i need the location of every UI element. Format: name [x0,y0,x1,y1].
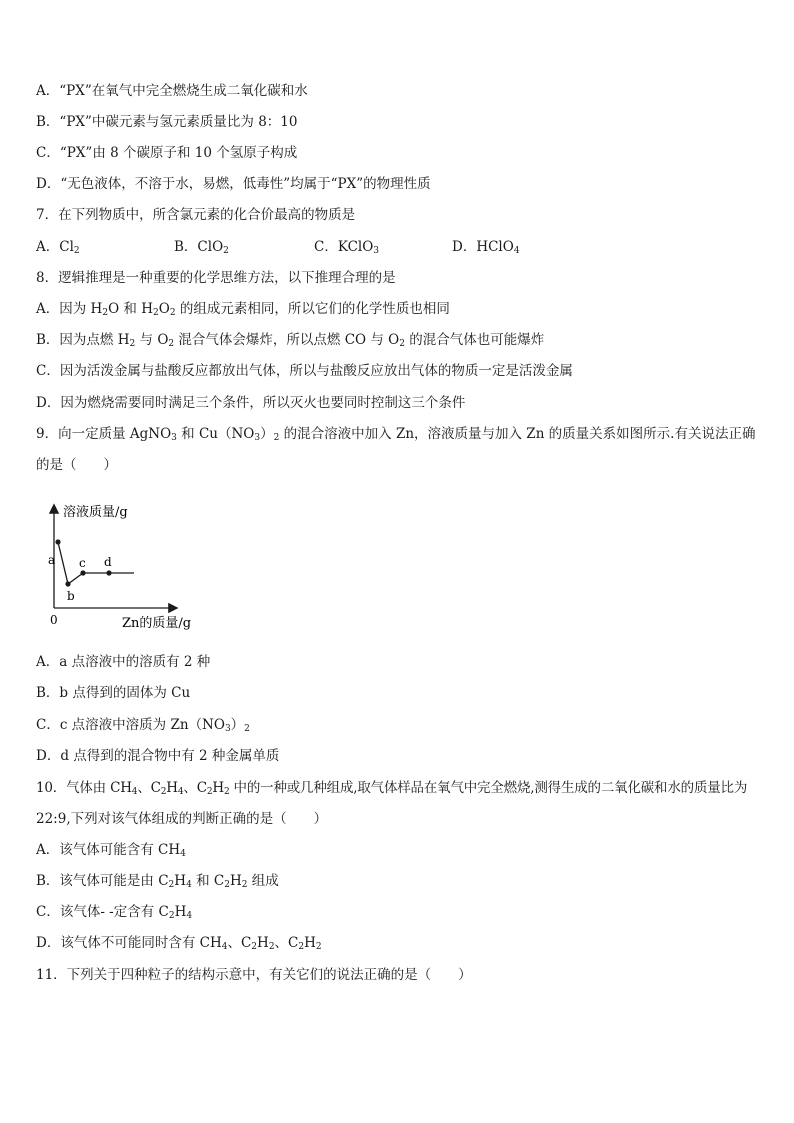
y-axis-label: 溶液质量/g [63,505,128,520]
label-c: c [79,556,86,570]
point-b [65,581,70,586]
q9-stem-line2: 的是（ ） [36,457,117,473]
origin-label: 0 [50,613,58,627]
q11-stem: 11．下列关于四种粒子的结构示意中，有关它们的说法正确的是（ ） [36,967,472,983]
q6-option-d: D．“无色液体，不溶于水，易燃，低毒性”均属于“PX”的物理性质 [36,176,431,192]
q9-option-c: C．c 点溶液中溶质为 $Zn(NO_3)_2$ [36,717,250,734]
q6-option-c: C．“PX”由 8 个碳原子和 10 个氢原子构成 [36,145,298,161]
q9-stem-line1: 9．向一定质量 AgNO$_3$ 和 $Cu(NO_3)_2$ 的混合溶液中加入 Zn，溶液质量与加入 Zn 的质量关系如图所示.有关说法正确 [36,426,756,443]
q9-graph [36,500,206,640]
q7-option-b: B．ClO$_2$ [174,239,229,256]
q9-option-b: B．b 点得到的固体为 Cu [36,685,191,701]
label-d: d [104,555,112,569]
q10-option-b: B．该气体可能是由 $C_2H_4$ 和 $C_2H_2$ 组成 [36,873,279,890]
point-c [80,570,85,575]
q8-stem: 8．逻辑推理是一种重要的化学思维方法，以下推理合理的是 [36,270,396,286]
x-axis-label: Zn的质量/g [122,616,192,631]
q8-option-d: D．因为燃烧需要同时满足三个条件，所以灭火也要同时控制这三个条件 [36,395,466,411]
q10-option-a: A．该气体可能含有 $CH_4$ [36,842,186,859]
q10-option-c: C．该气体- -定含有 $C_2H_4$ [36,904,193,921]
q6-option-a: A．“PX”在氧气中完全燃烧生成二氧化碳和水 [36,83,308,99]
point-d [106,570,111,575]
q9-option-a: A．a 点溶液中的溶质有 2 种 [36,654,211,670]
q10-option-d: D．该气体不可能同时含有 $CH_4$、$C_2H_2$、$C_2H_2$ [36,935,322,952]
q7-option-d: D．HClO$_4$ [452,239,520,256]
q7-options [36,237,774,257]
q6-option-b: B．“PX”中碳元素与氢元素质量比为 8：10 [36,114,298,130]
q8-option-a: A．因为 $H_2O$ 和 $H_2O_2$ 的组成元素相同，所以它们的化学性质也相同 [36,301,450,318]
point-a [55,539,60,544]
q8-option-b: B．因为点燃 $H_2$ 与 $O_2$ 混合气体会爆炸，所以点燃 CO 与 $O_2$ 的混合气体也可能爆炸 [36,332,545,349]
q8-option-c: C．因为活泼金属与盐酸反应都放出气体，所以与盐酸反应放出气体的物质一定是活泼金属 [36,363,573,379]
label-b: b [67,589,75,603]
q9-graph-svg [36,500,206,640]
q7-option-c: C．KClO$_3$ [314,239,380,256]
q7-option-a: A．$Cl_2$ [36,239,80,256]
q10-stem-line1: 10．气体由 $CH_4$、$C_2H_4$、$C_2H_2$ 中的一种或几种组成,取气体样品在氧气中完全燃烧,测得生成的二氧化碳和水的质量比为 [36,780,748,797]
q9-option-d: D．d 点得到的混合物中有 2 种金属单质 [36,748,280,764]
mass-curve [58,542,134,584]
label-a: a [48,553,56,567]
q7-stem: 7．在下列物质中，所含氯元素的化合价最高的物质是 [36,207,356,223]
q10-stem-line2: 22:9,下列对该气体组成的判断正确的是（ ） [36,811,328,827]
